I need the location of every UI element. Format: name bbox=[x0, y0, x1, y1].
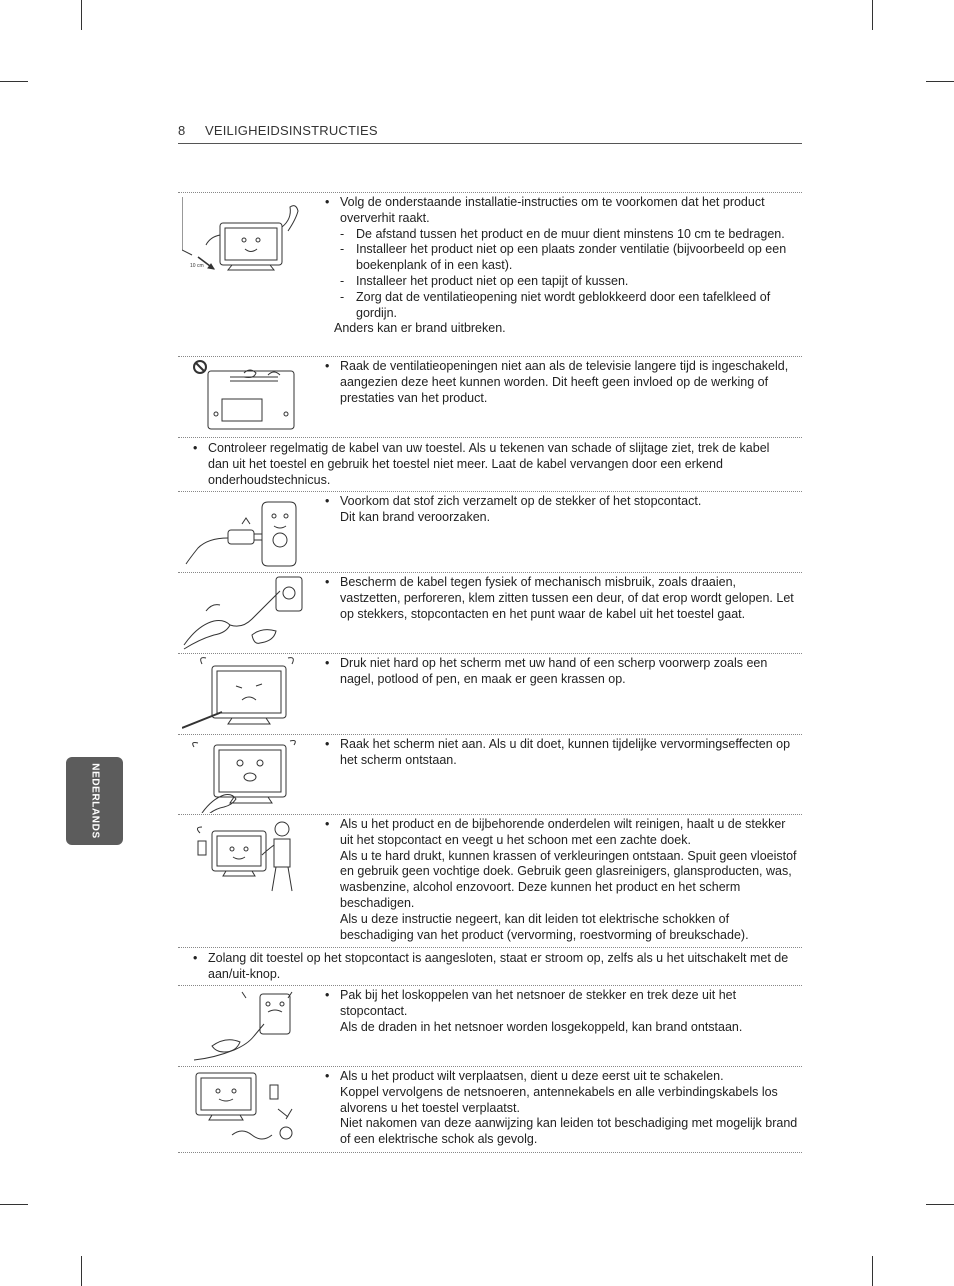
bullet-text: • Controleer regelmatig de kabel van uw toestel. Als u tekenen van schade of slijtage ziet, trek de kabel dan uit het toestel en gebruik het toestel niet meer. Laat de kabel vervangen door een erkend onderhoudstechnicus. bbox=[192, 441, 792, 488]
language-tab-label: NEDERLANDS bbox=[89, 763, 100, 839]
instruction-row bbox=[178, 437, 802, 491]
bullet-text: • Voorkom dat stof zich verzamelt op de stekker of het stopcontact. bbox=[324, 494, 798, 510]
unplugging-illustration bbox=[182, 988, 316, 1064]
moving-tv-illustration bbox=[182, 1069, 316, 1145]
instruction-row bbox=[178, 985, 802, 1066]
continuation-text: Koppel vervolgens de netsnoeren, antennekabels en alle verbindingskabels los alvorens u het toestel verplaatst. bbox=[340, 1084, 778, 1115]
bullet-text: • Zolang dit toestel op het stopcontact is aangesloten, staat er stroom op, zelfs als u het uitschakelt met de aan/uit-knop. bbox=[192, 951, 792, 983]
instruction-row bbox=[178, 653, 802, 734]
continuation-text: Als u deze instructie negeert, kan dit leiden tot elektrische schokken of beschadiging van het product (vervorming, roestvorming of breukschade). bbox=[340, 911, 749, 942]
instruction-row bbox=[178, 356, 802, 437]
note-text: Anders kan er brand uitbreken. bbox=[334, 321, 506, 336]
sub-item-text: - Installeer het product niet op een plaats zonder ventilatie (bijvoorbeeld op een boekenplank of in een kast). bbox=[324, 242, 798, 274]
screen-pressure-illustration bbox=[182, 656, 316, 732]
instruction-row bbox=[178, 572, 802, 653]
tv-back-vents-illustration bbox=[182, 359, 316, 435]
bullet-text: • Bescherm de kabel tegen fysiek of mechanisch misbruik, zoals draaien, vastzetten, perforeren, klem zitten tussen een deur, of dat erop wordt gelopen. Let op stekkers, stopcontacten en het punt waar de kabel uit het toestel gaat. bbox=[324, 575, 798, 622]
sub-item-text: - Zorg dat de ventilatieopening niet wordt geblokkeerd door een tafelkleed of gordijn. bbox=[324, 290, 798, 322]
instruction-row bbox=[178, 947, 802, 985]
bullet-text: • Pak bij het loskoppelen van het netsnoer de stekker en trek deze uit het stopcontact. bbox=[324, 988, 798, 1020]
continuation-text: Als de draden in het netsnoer worden losgekoppeld, kan brand ontstaan. bbox=[340, 1019, 743, 1034]
instruction-row bbox=[178, 734, 802, 814]
instruction-row bbox=[178, 814, 802, 947]
continuation-text: Als u te hard drukt, kunnen krassen of verkleuringen ontstaan. Spuit geen vloeistof en gebruik geen vochtige doek. Gebruik geen glasreinigers, glansproducten, was, wasbenzine, alcohol enzovoort. Deze kunnen het product en het scherm beschadigen. bbox=[340, 848, 797, 910]
crop-mark bbox=[0, 81, 28, 82]
crop-mark bbox=[872, 0, 873, 30]
touching-screen-illustration bbox=[182, 737, 316, 813]
instruction-row bbox=[178, 1066, 802, 1153]
bullet-text: • Druk niet hard op het scherm met uw hand of een scherp voorwerp zoals een nagel, potlood of pen, en maak er geen krassen op. bbox=[324, 656, 798, 688]
continuation-text: Niet nakomen van deze aanwijzing kan leiden tot beschadiging met mogelijk brand of een elektrische schok als gevolg. bbox=[340, 1116, 798, 1147]
cable-hands-illustration bbox=[182, 575, 316, 651]
tv-wall-distance-illustration bbox=[182, 195, 316, 271]
crop-mark bbox=[0, 1204, 28, 1205]
language-tab bbox=[66, 757, 123, 845]
distance-label: 10 cm bbox=[190, 263, 204, 269]
crop-mark bbox=[926, 1204, 954, 1205]
crop-mark bbox=[81, 0, 82, 30]
cleaning-illustration bbox=[182, 817, 316, 893]
dusty-plug-illustration bbox=[182, 494, 316, 570]
sub-item-text: - De afstand tussen het product en de muur dient minstens 10 cm te bedragen. bbox=[324, 227, 798, 243]
section-title: VEILIGHEIDSINSTRUCTIES bbox=[205, 123, 378, 138]
crop-mark bbox=[81, 1256, 82, 1286]
page-header bbox=[178, 121, 802, 144]
instruction-row bbox=[178, 192, 802, 356]
page-number: 8 bbox=[178, 123, 186, 138]
continuation-text: Dit kan brand veroorzaken. bbox=[340, 509, 491, 524]
bullet-text: • Als u het product en de bijbehorende onderdelen wilt reinigen, haalt u de stekker uit het stopcontact en veegt u het schoon met een zachte doek. bbox=[324, 817, 798, 849]
crop-mark bbox=[926, 81, 954, 82]
instruction-row bbox=[178, 491, 802, 572]
bullet-text: • Als u het product wilt verplaatsen, dient u deze eerst uit te schakelen. bbox=[324, 1069, 798, 1085]
crop-mark bbox=[872, 1256, 873, 1286]
bullet-text: • Volg de onderstaande installatie-instructies om te voorkomen dat het product oververhit raakt. bbox=[324, 195, 798, 227]
bullet-text: • Raak het scherm niet aan. Als u dit doet, kunnen tijdelijke vervormingseffecten op het scherm ontstaan. bbox=[324, 737, 798, 769]
bullet-text: • Raak de ventilatieopeningen niet aan als de televisie langere tijd is ingeschakeld, aangezien deze heet kunnen worden. Dit heeft geen invloed op de werking of prestaties van het product. bbox=[324, 359, 798, 406]
sub-item-text: - Installeer het product niet op een tapijt of kussen. bbox=[324, 274, 798, 290]
